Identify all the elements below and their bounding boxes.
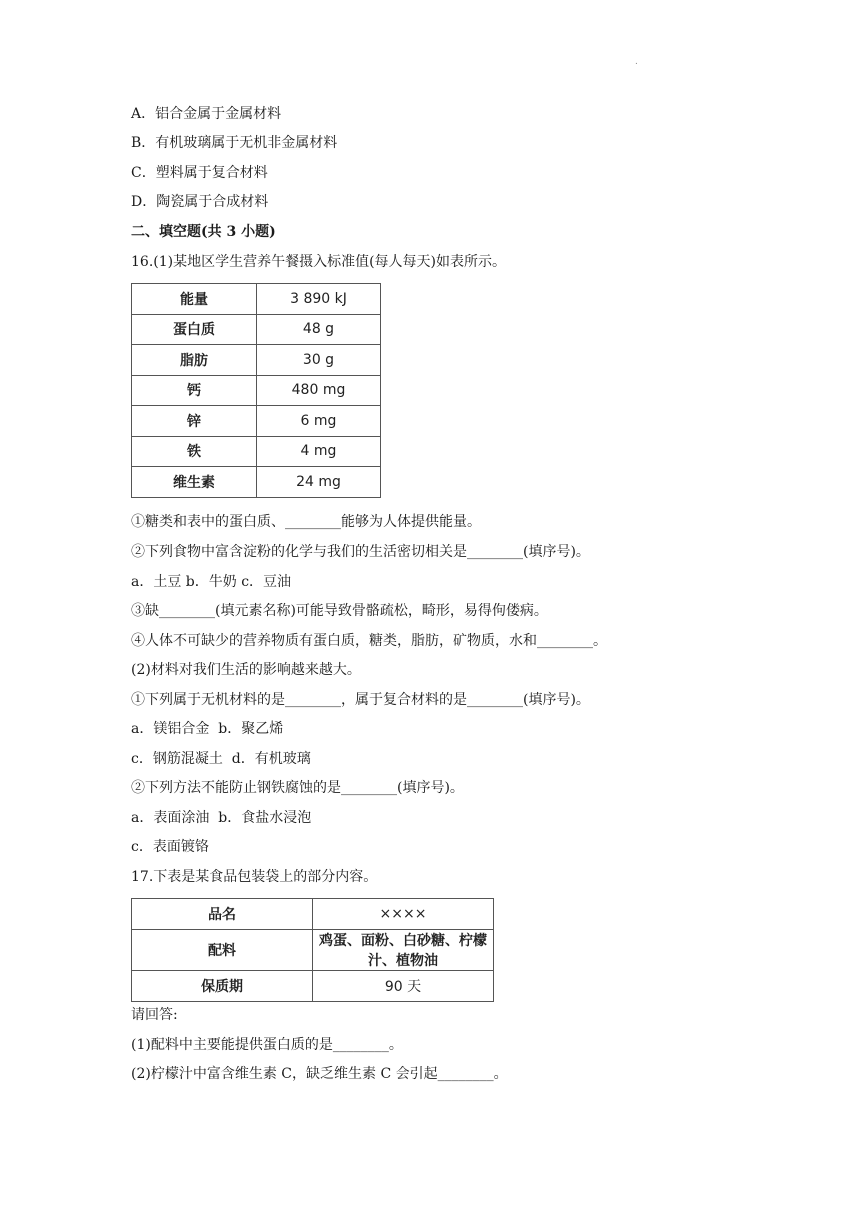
table-value: 48 g — [257, 314, 381, 345]
table-key: 蛋白质 — [132, 314, 257, 345]
q16-line-12: c．表面镀铬 — [131, 839, 209, 855]
q16-line-10: ②下列方法不能防止钢铁腐蚀的是________(填序号)。 — [131, 780, 464, 796]
q16-line-2: ②下列食物中富含淀粉的化学与我们的生活密切相关是________(填序号)。 — [131, 544, 590, 560]
table-key: 保质期 — [132, 971, 313, 1002]
q16-line-11: a．表面涂油 b．食盐水浸泡 — [131, 810, 312, 826]
option-c: C．塑料属于复合材料 — [131, 165, 268, 181]
table-row — [132, 406, 381, 437]
table-row — [132, 436, 381, 467]
q17-intro: 17.下表是某食品包装袋上的部分内容。 — [131, 869, 378, 885]
table-value: 24 mg — [257, 467, 381, 498]
q16-line-9: c．钢筋混凝土 d．有机玻璃 — [131, 751, 311, 767]
table-key: 铁 — [132, 436, 257, 467]
table-key: 品名 — [132, 899, 313, 930]
nutrition-table — [131, 283, 381, 498]
table-value: 6 mg — [257, 406, 381, 437]
table-row — [132, 930, 494, 971]
q16-line-5: ④人体不可缺少的营养物质有蛋白质，糖类，脂肪，矿物质，水和________。 — [131, 633, 607, 649]
q16-line-1: ①糖类和表中的蛋白质、________能够为人体提供能量。 — [131, 514, 481, 530]
q17-line-1: 请回答: — [131, 1007, 178, 1023]
table-key: 配料 — [132, 930, 313, 971]
table-value: 3 890 kJ — [257, 284, 381, 315]
table-row — [132, 375, 381, 406]
table-key: 脂肪 — [132, 345, 257, 376]
table-key: 维生素 — [132, 467, 257, 498]
q16-intro: 16.(1)某地区学生营养午餐摄入标准值(每人每天)如表所示。 — [131, 254, 507, 270]
table-row — [132, 345, 381, 376]
table-value: 90 天 — [313, 971, 494, 1002]
food-label-table — [131, 898, 494, 1002]
section-heading: 二、填空题(共 3 小题) — [131, 224, 276, 240]
table-key: 能量 — [132, 284, 257, 315]
table-row — [132, 971, 494, 1002]
option-b: B．有机玻璃属于无机非金属材料 — [131, 135, 338, 151]
q16-line-7: ①下列属于无机材料的是________，属于复合材料的是________(填序号)。 — [131, 692, 590, 708]
q16-line-4: ③缺________(填元素名称)可能导致骨骼疏松，畸形，易得佝偻病。 — [131, 603, 548, 619]
q16-line-8: a．镁铝合金 b．聚乙烯 — [131, 721, 284, 737]
table-key: 钙 — [132, 375, 257, 406]
q16-line-3: a．土豆 b．牛奶 c．豆油 — [131, 574, 292, 590]
table-value: 30 g — [257, 345, 381, 376]
table-value: ×××× — [313, 899, 494, 930]
option-d: D．陶瓷属于合成材料 — [131, 194, 269, 210]
table-value: 鸡蛋、面粉、白砂糖、柠檬汁、植物油 — [313, 930, 494, 971]
table-row — [132, 314, 381, 345]
q16-line-6: (2)材料对我们生活的影响越来越大。 — [131, 662, 361, 678]
option-a: A．铝合金属于金属材料 — [131, 106, 282, 122]
table-value: 480 mg — [257, 375, 381, 406]
q17-line-2: (1)配料中主要能提供蛋白质的是________。 — [131, 1037, 403, 1053]
table-key: 锌 — [132, 406, 257, 437]
header-mark: . — [635, 56, 638, 67]
table-row — [132, 899, 494, 930]
table-row — [132, 467, 381, 498]
q17-line-3: (2)柠檬汁中富含维生素 C，缺乏维生素 C 会引起________。 — [131, 1066, 508, 1082]
table-value: 4 mg — [257, 436, 381, 467]
table-row — [132, 284, 381, 315]
